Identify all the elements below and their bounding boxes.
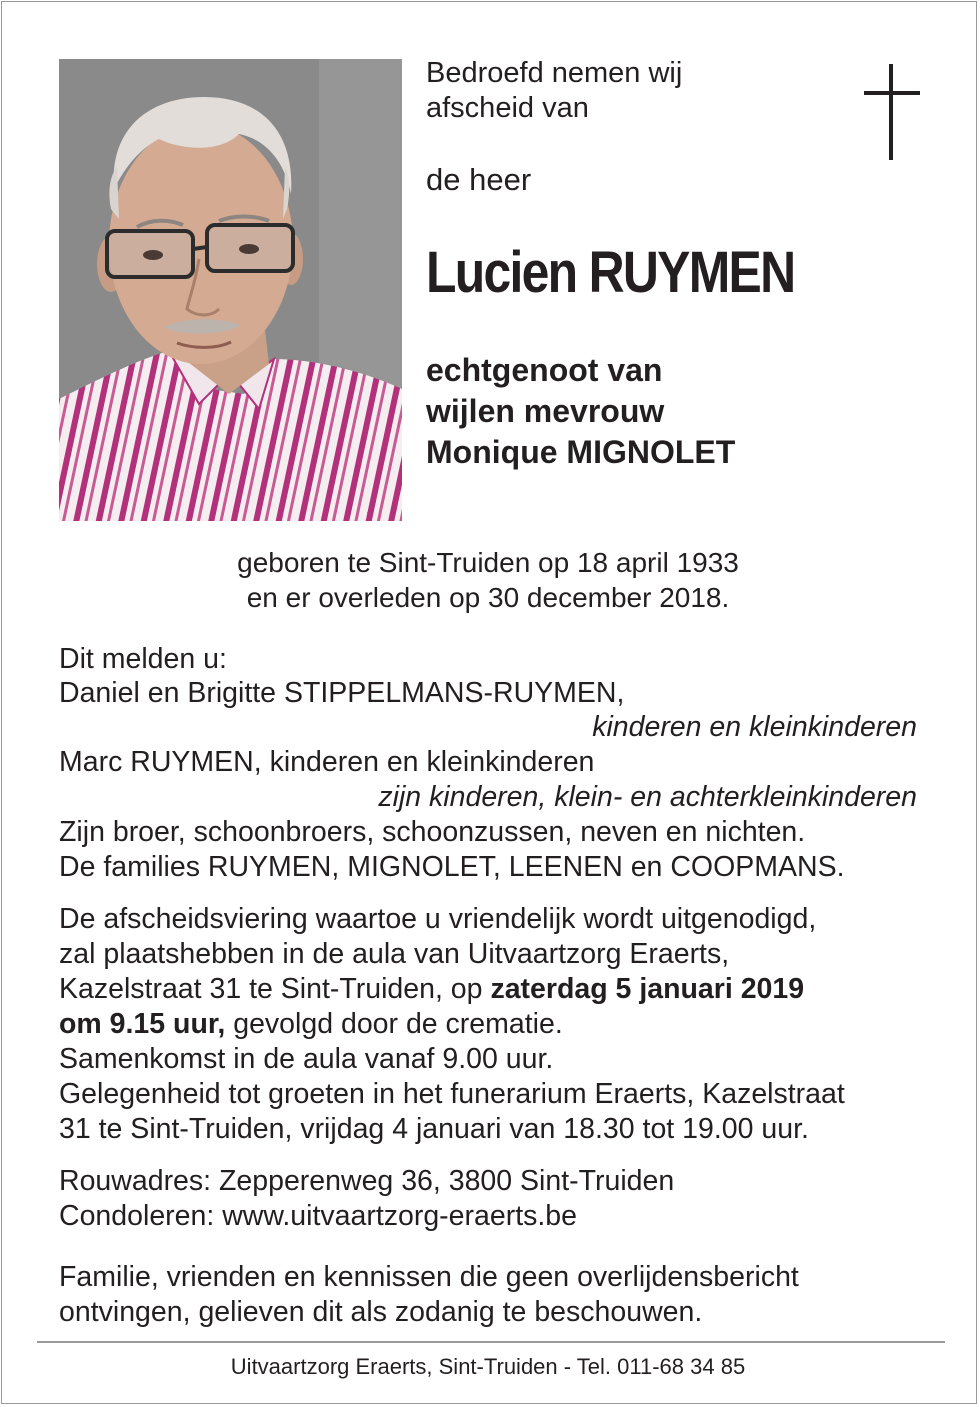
portrait-photo bbox=[59, 59, 402, 521]
funeral-home-footer: Uitvaartzorg Eraerts, Sint-Truiden - Tel. 011-68 34 85 bbox=[230, 1354, 746, 1379]
footer-divider bbox=[37, 1341, 945, 1343]
ceremony-time: om 9.15 uur, bbox=[59, 1008, 226, 1040]
announcement-line: De families RUYMEN, MIGNOLET, LEENEN en COOPMANS. bbox=[59, 851, 845, 883]
cross-icon bbox=[862, 64, 922, 160]
mourning-address: Rouwadres: Zepperenweg 36, 3800 Sint-Truiden bbox=[59, 1165, 675, 1197]
deceased-name: Lucien RUYMEN bbox=[426, 240, 795, 305]
closing-line: Familie, vrienden en kennissen die geen overlijdensbericht bbox=[59, 1261, 799, 1293]
ceremony-line: 31 te Sint-Truiden, vrijdag 4 januari van 18.30 tot 19.00 uur. bbox=[59, 1113, 809, 1145]
ceremony-line: zal plaatshebben in de aula van Uitvaartzorg Eraerts, bbox=[59, 938, 730, 970]
announcement-line: Marc RUYMEN, kinderen en kleinkinderen bbox=[59, 746, 595, 778]
announcement-line: kinderen en kleinkinderen bbox=[592, 711, 917, 743]
ceremony-line: Gelegenheid tot groeten in het funerarium Eraerts, Kazelstraat bbox=[59, 1078, 845, 1110]
ceremony-line: Kazelstraat 31 te Sint-Truiden, op zaterdag 5 januari 2019 bbox=[59, 973, 805, 1005]
spouse-info: echtgenoot van wijlen mevrouw Monique MIGNOLET bbox=[426, 352, 736, 470]
announcement-line: Zijn broer, schoonbroers, schoonzussen, neven en nichten. bbox=[59, 816, 806, 848]
birth-line: geboren te Sint-Truiden op 18 april 1933 bbox=[237, 547, 739, 578]
ceremony-date: zaterdag 5 januari 2019 bbox=[490, 973, 805, 1005]
announcement-line: Dit melden u: bbox=[59, 643, 227, 675]
announcement-line: zijn kinderen, klein- en achterkleinkinderen bbox=[378, 781, 917, 813]
ceremony-line: om 9.15 uur, gevolgd door de crematie. bbox=[59, 1008, 563, 1040]
ceremony-line: De afscheidsviering waartoe u vriendelijk wordt uitgenodigd, bbox=[59, 903, 817, 935]
announcement-line: Daniel en Brigitte STIPPELMANS-RUYMEN, bbox=[59, 677, 625, 709]
death-line: en er overleden op 30 december 2018. bbox=[246, 582, 730, 613]
condolence-website: Condoleren: www.uitvaartzorg-eraerts.be bbox=[59, 1200, 577, 1232]
intro-text: Bedroefd nemen wij afscheid van bbox=[426, 57, 683, 124]
closing-line: ontvingen, gelieven dit als zodanig te beschouwen. bbox=[59, 1296, 703, 1328]
ceremony-line: Samenkomst in de aula vanaf 9.00 uur. bbox=[59, 1043, 554, 1075]
honorific: de heer bbox=[426, 162, 532, 197]
